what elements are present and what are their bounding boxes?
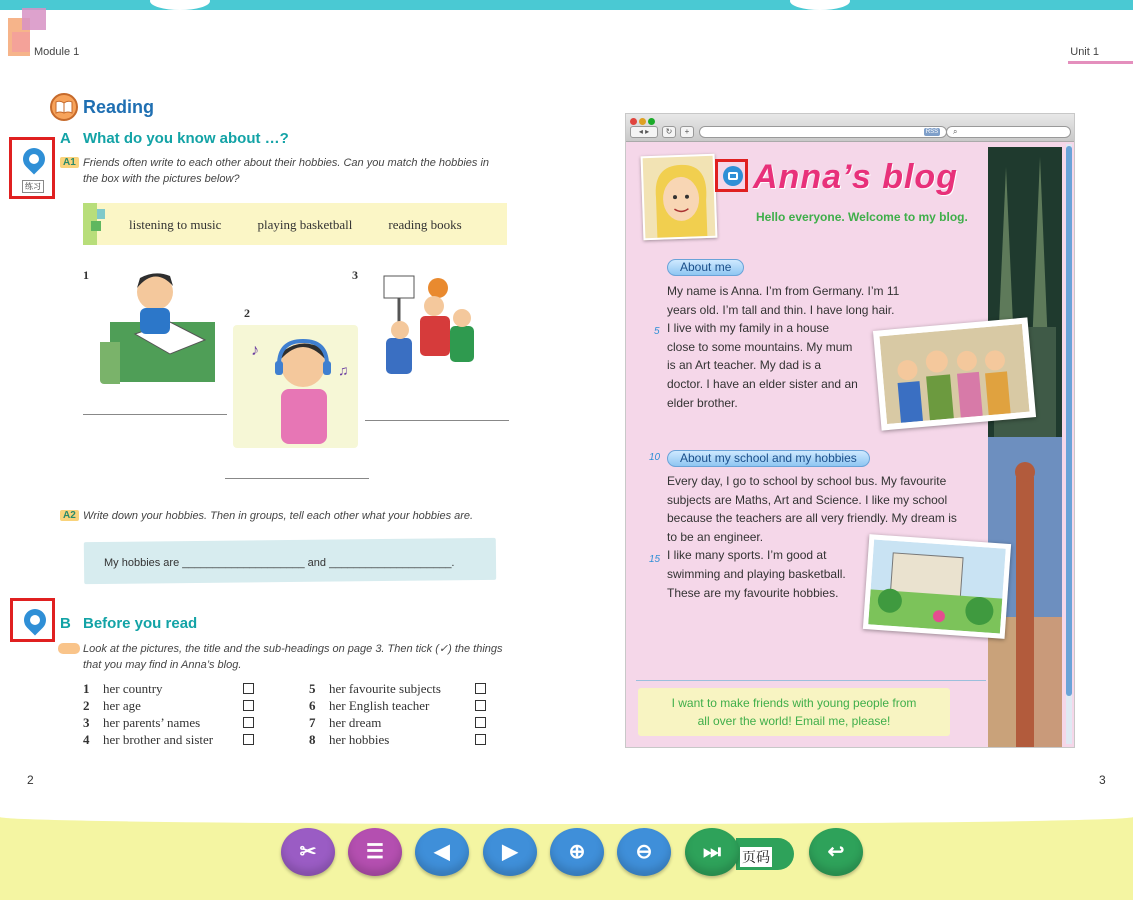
section-b-title: Before you read	[83, 615, 198, 632]
top-bar-bump	[150, 0, 210, 10]
cathedral-photo-strip	[988, 147, 1062, 747]
maximize-dot-icon	[648, 118, 655, 125]
zoom-in-button[interactable]	[550, 828, 604, 876]
page-number-right: 3	[1099, 773, 1106, 787]
task-b-tag	[58, 643, 80, 654]
location-pin-icon	[18, 143, 49, 174]
picture-number: 3	[352, 268, 358, 282]
checkbox[interactable]	[243, 717, 254, 728]
line-number: 5	[654, 326, 660, 337]
svg-text:♫: ♫	[338, 362, 349, 378]
add-tab-icon: +	[680, 126, 694, 138]
camera-pin-icon	[723, 166, 743, 186]
paragraph-line: I like many sports. I’m good at	[667, 548, 827, 563]
tools-button[interactable]	[281, 828, 335, 876]
paragraph-line: These are my favourite hobbies.	[667, 585, 839, 600]
paragraph-line: swimming and playing basketball.	[667, 566, 846, 581]
minimize-dot-icon	[639, 118, 646, 125]
picture-number: 1	[83, 268, 89, 282]
task-a1-instruction: Friends often write to each other about their hobbies. Can you match the hobbies in the box with the pictures below?	[83, 157, 490, 185]
svg-text:♪: ♪	[251, 342, 259, 359]
unit-underline	[1068, 61, 1133, 64]
blog-subtitle: Hello everyone. Welcome to my blog.	[756, 210, 968, 224]
boy-reading-illustration	[100, 262, 217, 384]
family-photo	[873, 317, 1036, 430]
about-me-heading: About me	[667, 259, 744, 276]
blog-browser-window	[625, 113, 1075, 748]
previous-page-button[interactable]	[415, 828, 469, 876]
practice-pin-button[interactable]	[9, 137, 55, 199]
section-a-title: What do you know about …?	[83, 130, 289, 147]
close-dot-icon	[630, 118, 637, 125]
hobby-word: reading books	[388, 217, 462, 232]
answer-line[interactable]	[365, 420, 509, 421]
blog-footer-message	[638, 688, 950, 736]
paragraph-line: subjects are Maths, Art and Science. I like my school	[667, 492, 948, 507]
hobbies-sentence[interactable]: My hobbies are ____________________ and ____________________.	[104, 557, 455, 569]
paragraph-line: I live with my family in a house	[667, 321, 830, 336]
answer-line[interactable]	[83, 414, 227, 415]
zoom-out-icon: ⊖	[635, 841, 653, 863]
checkbox[interactable]	[475, 717, 486, 728]
task-a2-tag: A2	[60, 510, 79, 521]
task-a1-tag: A1	[60, 157, 79, 168]
school-photo	[863, 534, 1011, 639]
paragraph-line: to be an engineer.	[667, 529, 764, 544]
practice-pin-button[interactable]	[10, 598, 55, 642]
checkbox[interactable]	[475, 700, 486, 711]
return-button[interactable]	[809, 828, 863, 876]
fast-forward-icon: ⏭	[703, 841, 721, 863]
browser-toolbar	[626, 114, 1074, 142]
page-number-left: 2	[27, 773, 34, 787]
hobby-word: playing basketball	[257, 217, 353, 232]
paragraph-line: elder brother.	[667, 395, 738, 410]
paragraph-line: because the teachers are all very friendly. My dream is	[667, 511, 957, 526]
line-number: 15	[649, 554, 661, 565]
paragraph-line: is an Art teacher. My dad is a	[667, 358, 822, 373]
next-page-button[interactable]	[483, 828, 537, 876]
section-b-letter: B	[60, 615, 71, 632]
boy-listening-music-illustration	[233, 325, 358, 448]
checkbox[interactable]	[475, 734, 486, 745]
checkbox[interactable]	[243, 700, 254, 711]
answer-line[interactable]	[225, 478, 369, 479]
anna-avatar	[641, 154, 718, 241]
search-icon: ⌕	[946, 126, 1071, 138]
picture-number: 2	[244, 306, 250, 320]
top-bar	[0, 0, 1133, 10]
paragraph-line: close to some mountains. My mum	[667, 339, 853, 354]
blog-footer-divider	[636, 680, 986, 681]
paragraph-line: My name is Anna. I’m from Germany. I’m 11	[667, 284, 900, 298]
paragraph-line: years old. I’m tall and thin. I have long hair.	[667, 302, 895, 317]
arrow-right-icon: ▶	[502, 841, 518, 863]
blog-scrollbar-thumb[interactable]	[1066, 146, 1072, 696]
top-bar-bump	[790, 0, 850, 10]
boys-playing-basketball-illustration	[376, 268, 498, 388]
module-label: Module 1	[34, 46, 80, 58]
arrow-left-icon: ◀	[434, 841, 450, 863]
page-number-label[interactable]: 页码	[742, 849, 770, 865]
unit-label: Unit 1	[1070, 46, 1099, 58]
footer-line: I want to make friends with young people from	[671, 696, 917, 710]
practice-label: 练习	[22, 180, 44, 193]
zoom-out-button[interactable]	[617, 828, 671, 876]
paragraph-line: doctor. I have an elder sister and an	[667, 376, 858, 391]
list-icon: ☰	[366, 841, 384, 863]
location-pin-icon	[19, 604, 50, 635]
back-forward-icon: ◂ ▸	[630, 126, 658, 138]
rss-badge: RSS	[925, 129, 939, 135]
page-jump-button[interactable]	[685, 828, 739, 876]
hobby-word: listening to music	[129, 217, 222, 232]
hobby-word-box	[83, 203, 507, 245]
task-b-instruction: Look at the pictures, the title and the sub-headings on page 3. Then tick (✓) the things that you may find in Anna’s blog.	[83, 643, 503, 671]
address-bar	[699, 126, 947, 138]
checklist-right: 5 her favourite subjects 6 her English teacher 7 her dream 8 her hobbies	[309, 680, 441, 747]
school-hobbies-heading: About my school and my hobbies	[667, 450, 870, 467]
task-a2-instruction: Write down your hobbies. Then in groups, tell each other what your hobbies are.	[83, 510, 474, 522]
menu-button[interactable]	[348, 828, 402, 876]
reading-title: Reading	[83, 96, 155, 117]
book-icon	[50, 93, 78, 121]
line-number: 10	[649, 452, 661, 463]
tools-icon: ✂	[299, 841, 317, 863]
toolbar-wave	[0, 810, 1133, 824]
reading-heading	[50, 93, 154, 121]
checkbox[interactable]	[243, 683, 254, 694]
section-a-letter: A	[60, 130, 71, 147]
blog-audio-pin-button[interactable]	[715, 159, 748, 192]
hobby-box-decoration	[83, 203, 105, 245]
paragraph-line: Every day, I go to school by school bus. My favourite	[667, 474, 947, 488]
checkbox[interactable]	[475, 683, 486, 694]
zoom-in-icon: ⊕	[568, 841, 586, 863]
reload-icon: ↻	[662, 126, 676, 138]
return-arrow-icon: ↩	[827, 841, 845, 863]
checklist-left: 1 her country 2 her age 3 her parents’ names 4 her brother and sister	[83, 680, 214, 747]
blog-title: Anna’s blog	[753, 158, 958, 196]
checkbox[interactable]	[243, 734, 254, 745]
footer-line: all over the world! Email me, please!	[697, 714, 891, 728]
